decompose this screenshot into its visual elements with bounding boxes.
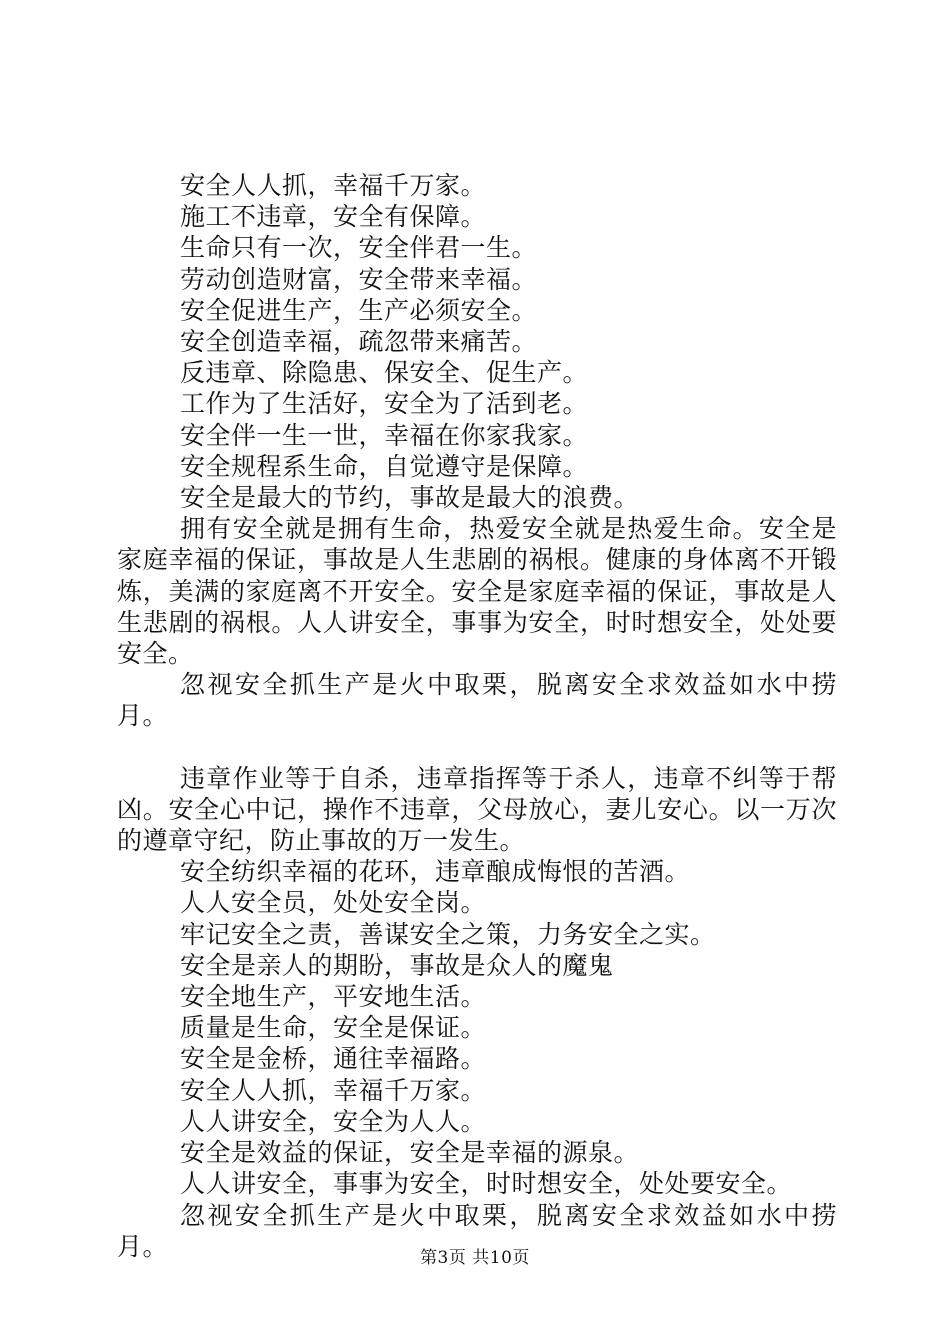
paragraph: 人人讲安全，安全为人人。 — [180, 1106, 487, 1136]
document-body — [117, 170, 837, 1262]
paragraph: 安全伴一生一世，幸福在你家我家。 — [180, 420, 589, 450]
paragraph: 安全人人抓，幸福千万家。 — [180, 171, 487, 200]
paragraph: 劳动创造财富，安全带来幸福。 — [180, 264, 538, 294]
paragraph: 安全是亲人的期盼，事故是众人的魔鬼 — [180, 950, 614, 980]
paragraph: 生命只有一次，安全伴君一生。 — [180, 233, 538, 263]
paragraph: 牢记安全之责，善谋安全之策，力务安全之实。 — [180, 919, 716, 949]
paragraph: 安全创造幸福，疏忽带来痛苦。 — [180, 327, 538, 357]
paragraph: 安全规程系生命，自觉遵守是保障。 — [180, 451, 589, 481]
paragraph: 安全是效益的保证，安全是幸福的源泉。 — [180, 1138, 640, 1168]
paragraph: 人人安全员，处处安全岗。 — [180, 888, 487, 918]
paragraph: 质量是生命，安全是保证。 — [180, 1013, 487, 1043]
paragraph: 安全纺织幸福的花环，违章酿成悔恨的苦酒。 — [180, 857, 691, 887]
paragraph: 安全促进生产，生产必须安全。 — [180, 295, 538, 325]
paragraph: 忽视安全抓生产是火中取栗，脱离安全求效益如水中捞月。 — [117, 1200, 837, 1261]
paragraph: 拥有安全就是拥有生命，热爱安全就是热爱生命。安全是家庭幸福的保证，事故是人生悲剧的祸根。健康的身体离不开锻炼，美满的家庭离不开安全。安全是家庭幸福的保证，事故是人生悲剧的祸根。人人讲安全，事事为安全，时时想安全，处处要安全。 — [117, 514, 837, 669]
paragraph: 安全地生产，平安地生活。 — [180, 982, 487, 1012]
paragraph: 安全是金桥，通往幸福路。 — [180, 1044, 487, 1074]
paragraph: 施工不违章，安全有保障。 — [180, 202, 487, 232]
page-number-footer: 第3页 共10页 — [420, 1248, 530, 1268]
paragraph: 人人讲安全，事事为安全，时时想安全，处处要安全。 — [180, 1169, 793, 1199]
paragraph: 反违章、除隐患、保安全、促生产。 — [180, 358, 589, 388]
paragraph: 安全人人抓，幸福千万家。 — [180, 1075, 487, 1105]
paragraph: 违章作业等于自杀，违章指挥等于杀人，违章不纠等于帮凶。安全心中记，操作不违章，父母放心，妻儿安心。以一万次的遵章守纪，防止事故的万一发生。 — [117, 763, 837, 856]
paragraph-spacer — [117, 732, 837, 763]
paragraph: 工作为了生活好，安全为了活到老。 — [180, 389, 589, 419]
paragraph: 安全是最大的节约，事故是最大的浪费。 — [180, 483, 640, 513]
paragraph: 忽视安全抓生产是火中取栗，脱离安全求效益如水中捞月。 — [117, 670, 837, 731]
